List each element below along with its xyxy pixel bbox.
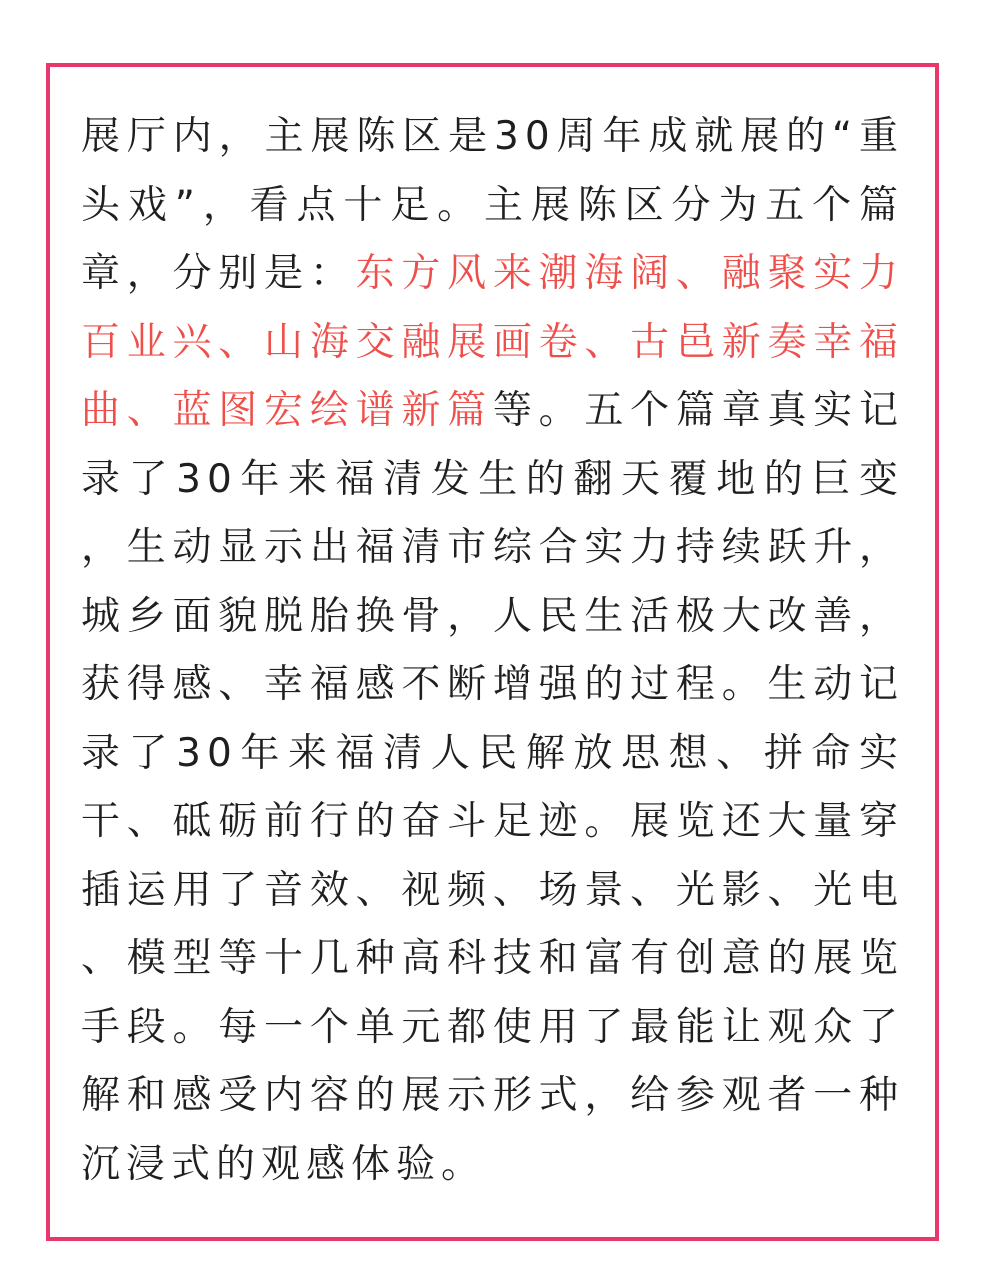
article-body: 等。五个篇章真实记录了30年来福清发生的翻天覆地的巨变，生动显示出福清市综合实力持续跃升，城乡面貌脱胎换骨，人民生活极大改善，获得感、幸福感不断增强的过程。生动记录了30年来福清人民解放思想、拼命实干、砥砺前行的奋斗足迹。展览还大量穿插运用了音效、视频、场景、光影、光电、模型等十几种高科技和富有创意的展览手段。每一个单元都使用了最能让观众了解和感受内容的展示形式，给参观者一种沉浸式的观感体验。 bbox=[81, 388, 904, 1187]
chapter-titles-highlight: 东方风来潮海阔、融聚实力百业兴、山海交融展画卷、古邑新奏幸福曲、蓝图宏绘谱新篇 bbox=[81, 251, 904, 433]
article-frame bbox=[46, 63, 939, 1241]
article-paragraph bbox=[81, 103, 904, 1199]
article-intro: 展厅内，主展陈区是30周年成就展的“重头戏”，看点十足。主展陈区分为五个篇章，分别是： bbox=[81, 114, 904, 296]
